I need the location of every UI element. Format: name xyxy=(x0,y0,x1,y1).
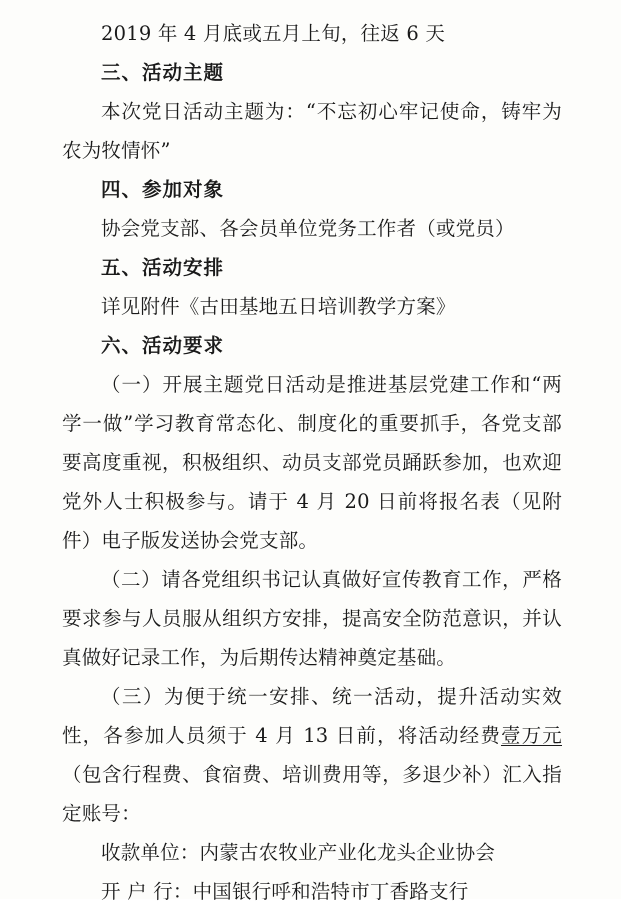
account-payee-line xyxy=(62,833,562,872)
account-payee-label: 收款单位： xyxy=(101,841,200,864)
paragraph-arrangement: 详见附件《古田基地五日培训教学方案》 xyxy=(101,295,456,318)
account-bank-value: 中国银行呼和浩特市丁香路支行 xyxy=(192,880,469,903)
heading-section-five: 五、活动安排 xyxy=(101,256,225,279)
heading-section-three: 三、活动主题 xyxy=(101,61,225,84)
requirement-three-text-a: （三）为便于统一安排、统一活动，提升活动实效性，各参加人员须于 4 月 13 日前，将活动经费 xyxy=(62,685,562,747)
account-bank-line xyxy=(62,872,562,911)
paragraph-requirement-one: （一）开展主题党日活动是推进基层党建工作和“两学一做”学习教育常态化、制度化的重要抓手，各党支部要高度重视，积极组织、动员支部党员踊跃参加，也欢迎党外人士积极参与。请于 4 月 20 日前将报名表（见附件）电子版发送协会党支部。 xyxy=(62,373,562,552)
account-bank-label: 开 户 行： xyxy=(101,880,193,903)
requirement-three-amount: 壹万元 xyxy=(500,724,562,747)
paragraph-requirement-two: （二）请各党组织书记认真做好宣传教育工作，严格要求参与人员服从组织方安排，提高安全防范意识，并认真做好记录工作，为后期传达精神奠定基础。 xyxy=(62,568,562,669)
paragraph-activity-theme: 本次党日活动主题为：“不忘初心牢记使命，铸牢为农为牧情怀” xyxy=(62,100,562,162)
paragraph-participants: 协会党支部、各会员单位党务工作者（或党员） xyxy=(101,217,515,240)
account-payee-value: 内蒙古农牧业产业化龙头企业协会 xyxy=(199,841,496,864)
heading-section-four: 四、参加对象 xyxy=(101,178,225,201)
heading-section-six: 六、活动要求 xyxy=(101,334,225,357)
paragraph-requirement-three xyxy=(62,677,562,833)
document-body xyxy=(62,14,562,911)
requirement-three-text-b: （包含行程费、食宿费、培训费用等，多退少补）汇入指定账号： xyxy=(62,763,562,825)
paragraph-activity-date: 2019 年 4 月底或五月上旬，往返 6 天 xyxy=(101,22,446,45)
